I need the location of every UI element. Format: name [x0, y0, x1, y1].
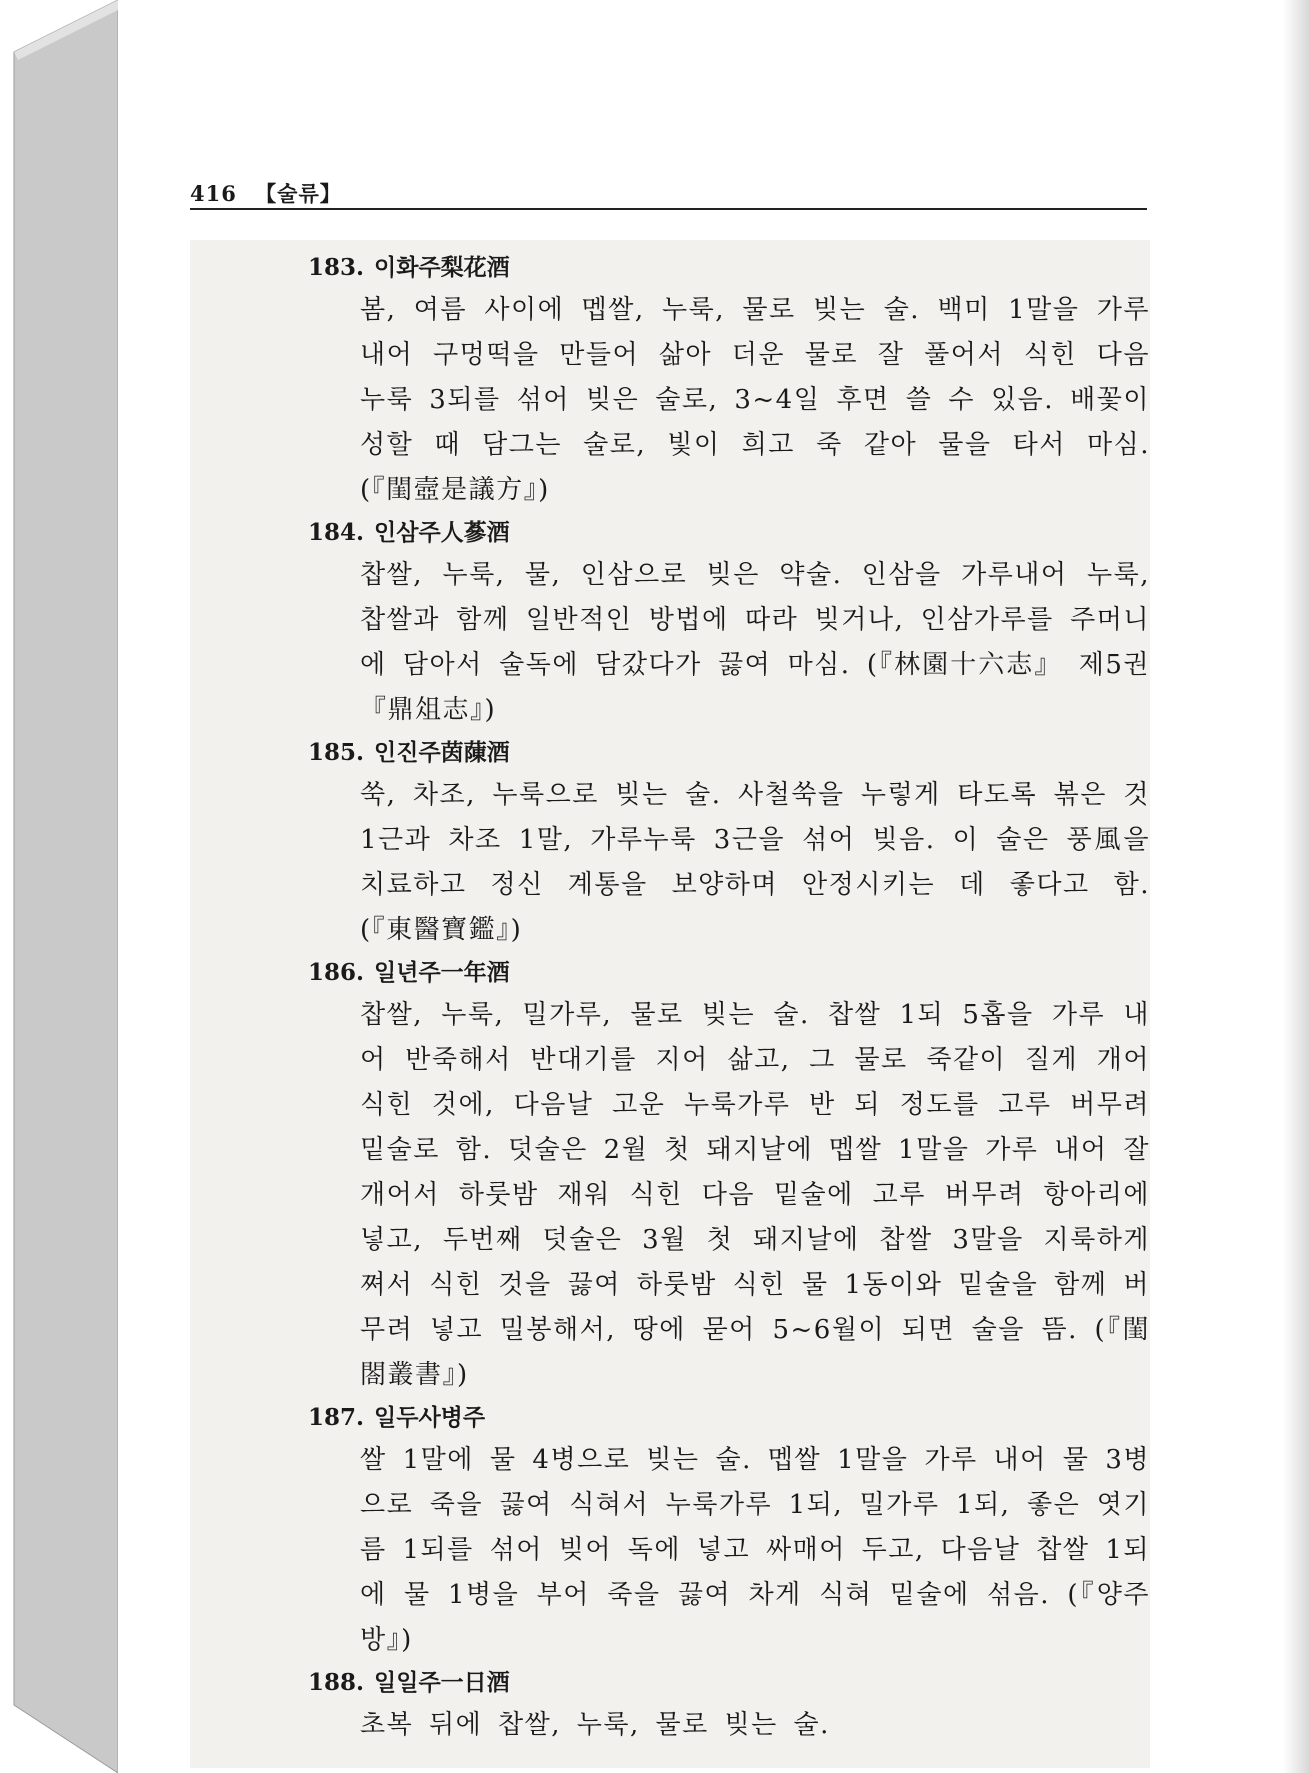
- entry-number: 184.: [308, 519, 365, 546]
- entry-heading: 일일주一日酒: [374, 1669, 510, 1696]
- entry-body: 봄, 여름 사이에 멥쌀, 누룩, 물로 빚는 술. 백미 1말을 가루 내어 구멍떡을 만들어 삶아 더운 물로 잘 풀어서 식힌 다음 누룩 3되를 섞어 빚은 술로, 3~4일 후면 쓸 수 있음. 배꽃이 성할 때 담그는 술로, 빛이 희고 죽 같아 물을 타서 마심. (『閨壼是議方』): [360, 295, 1150, 505]
- entry-184: [190, 513, 1150, 733]
- entry-body: 찹쌀, 누룩, 물, 인삼으로 빚은 약술. 인삼을 가루내어 누룩, 찹쌀과 함께 일반적인 방법에 따라 빚거나, 인삼가루를 주머니에 담아서 술독에 담갔다가 끓여 마심. (『林園十六志』 제5권 『鼎俎志』): [360, 560, 1150, 725]
- entry-number: 188.: [308, 1669, 365, 1696]
- entry-body: 쑥, 차조, 누룩으로 빚는 술. 사철쑥을 누렇게 타도록 볶은 것 1근과 차조 1말, 가루누룩 3근을 섞어 빚음. 이 술은 풍風을 치료하고 정신 계통을 보양하며 안정시키는 데 좋다고 함. (『東醫寶鑑』): [360, 780, 1150, 945]
- entry-body: 초복 뒤에 찹쌀, 누룩, 물로 빚는 술.: [360, 1710, 830, 1740]
- entry-heading: 일년주一年酒: [374, 959, 510, 986]
- entry-title: [190, 1398, 1150, 1438]
- entry-186: [190, 953, 1150, 1398]
- entry-number: 186.: [308, 959, 365, 986]
- entry-title: [190, 1663, 1150, 1703]
- running-header: [190, 178, 342, 208]
- entry-number: 187.: [308, 1404, 365, 1431]
- entry-list: [190, 240, 1150, 1768]
- entry-185: [190, 733, 1150, 953]
- entry-number: 183.: [308, 254, 365, 281]
- entry-title: [190, 513, 1150, 553]
- page-edge: [1283, 0, 1309, 1773]
- entry-heading: 인삼주人蔘酒: [374, 519, 510, 546]
- entry-187: [190, 1398, 1150, 1663]
- entry-title: [190, 953, 1150, 993]
- entry-title: [190, 248, 1150, 288]
- header-rule: [190, 208, 1147, 210]
- entry-body: 찹쌀, 누룩, 밀가루, 물로 빚는 술. 찹쌀 1되 5홉을 가루 내어 반죽해서 반대기를 지어 삶고, 그 물로 죽같이 질게 개어 식힌 것에, 다음날 고운 누룩가루 반 되 정도를 고루 버무려 밑술로 함. 덧술은 2월 첫 돼지날에 멥쌀 1말을 가루 내어 잘 개어서 하룻밤 재워 식힌 다음 밑술에 고루 버무려 항아리에 넣고, 두번째 덧술은 3월 첫 돼지날에 찹쌀 3말을 지룩하게 쪄서 식힌 것을 끓여 하룻밤 식힌 물 1동이와 밑술을 함께 버무려 넣고 밀봉해서, 땅에 묻어 5~6월이 되면 술을 뜸. (『閨閤叢書』): [360, 1000, 1150, 1390]
- entry-body: 쌀 1말에 물 4병으로 빚는 술. 멥쌀 1말을 가루 내어 물 3병으로 죽을 끓여 식혀서 누룩가루 1되, 밀가루 1되, 좋은 엿기름 1되를 섞어 빚어 독에 넣고 싸매어 두고, 다음날 찹쌀 1되에 물 1병을 부어 죽을 끓여 차게 식혀 밑술에 섞음. (『양주방』): [360, 1445, 1150, 1655]
- entry-heading: 일두사병주: [374, 1404, 486, 1431]
- page-number: 416: [190, 181, 237, 206]
- entry-heading: 이화주梨花酒: [374, 254, 510, 281]
- section-title: 【술류】: [255, 181, 342, 206]
- entry-heading: 인진주茵蔯酒: [374, 739, 510, 766]
- entry-188: [190, 1663, 1150, 1748]
- entry-number: 185.: [308, 739, 365, 766]
- entry-title: [190, 733, 1150, 773]
- entry-183: [190, 248, 1150, 513]
